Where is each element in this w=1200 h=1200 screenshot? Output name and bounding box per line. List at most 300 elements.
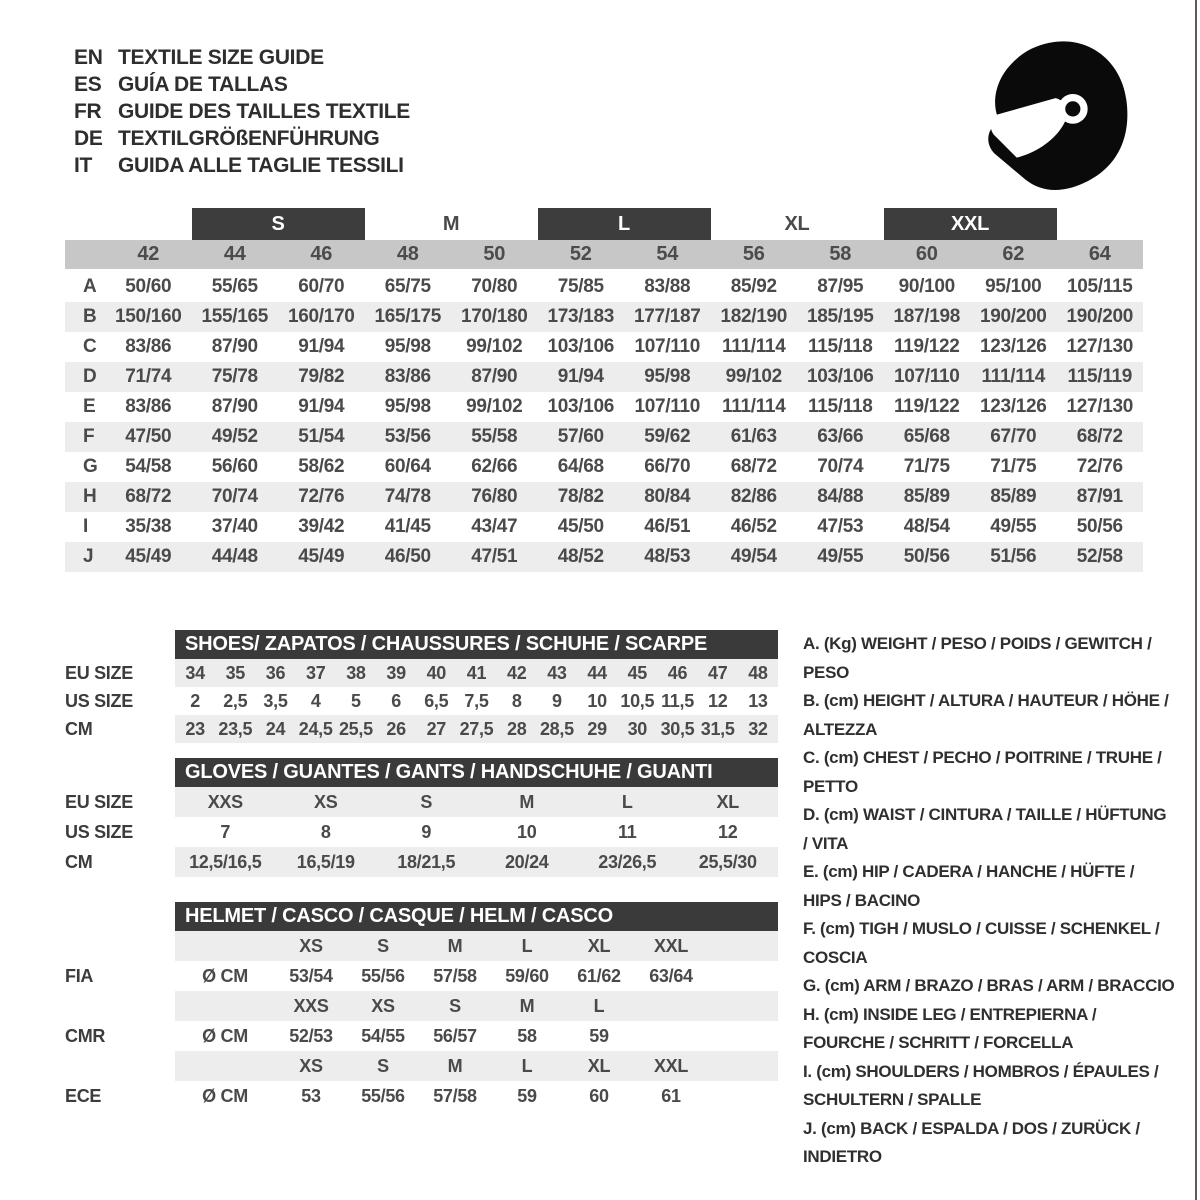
row-letter: A	[83, 276, 97, 297]
cell-value: 48	[748, 662, 768, 683]
helmet-size-label: L	[593, 995, 605, 1016]
size-value: 65/75	[384, 276, 431, 297]
cell-value: 57/58	[433, 965, 477, 986]
cell-value: 4	[310, 690, 321, 711]
size-value: 51/54	[298, 426, 345, 447]
size-value: 49/54	[730, 546, 777, 567]
spacer	[65, 902, 175, 931]
helmet-size-label: XS	[299, 1055, 323, 1076]
size-value: 41/45	[384, 516, 431, 537]
row-letter: H	[83, 486, 97, 507]
numeric-size: 54	[656, 243, 679, 265]
gloves-table-title: GLOVES / GUANTES / GANTS / HANDSCHUHE / GUANTI	[175, 758, 778, 787]
legend-item: A. (Kg) WEIGHT / PESO / POIDS / GEWITCH / PESO	[803, 634, 1152, 682]
row-label: CM	[65, 851, 93, 872]
measurement-rows	[65, 272, 1143, 572]
cell-value: 39	[386, 662, 406, 683]
cell-value: 12	[707, 690, 728, 711]
row-values	[175, 817, 778, 847]
size-group-label: L	[538, 208, 711, 240]
cell-value: 11	[618, 821, 637, 842]
cell-value: 36	[265, 662, 286, 683]
gloves-table	[65, 758, 778, 877]
cell-value: 45	[627, 662, 647, 683]
size-value: 39/42	[298, 516, 345, 537]
helmet-size-label: S	[377, 1055, 389, 1076]
cell-value: 29	[587, 718, 607, 739]
shoes-table-title: SHOES/ ZAPATOS / CHAUSSURES / SCHUHE / SCARPE	[175, 630, 778, 659]
size-value: 49/52	[211, 426, 258, 447]
cell-value: 30	[627, 718, 647, 739]
size-value: 111/114	[722, 336, 786, 357]
size-value: 85/89	[903, 486, 950, 507]
gloves-header-row	[65, 758, 778, 787]
helmet-size-label: XS	[371, 995, 395, 1016]
cell-value: 24,5	[298, 718, 333, 739]
size-value: 68/72	[125, 486, 172, 507]
size-value: 70/80	[471, 276, 518, 297]
size-value: 127/130	[1066, 336, 1134, 357]
size-value: 99/102	[466, 396, 523, 417]
size-value: 182/190	[720, 306, 788, 327]
size-value: 72/76	[1076, 456, 1123, 477]
size-value: 85/92	[730, 276, 777, 297]
size-value: 165/175	[374, 306, 442, 327]
cell-value: 28	[506, 718, 527, 739]
size-value: 61/63	[730, 426, 777, 447]
size-group-label: M	[442, 212, 460, 235]
size-group-label: S	[192, 208, 365, 240]
size-value: 103/106	[806, 366, 874, 387]
size-table-row	[65, 452, 1143, 482]
table-row	[65, 787, 778, 817]
size-table-row	[65, 392, 1143, 422]
size-value: 55/65	[211, 276, 258, 297]
size-value: 185/195	[806, 306, 874, 327]
numeric-size-band	[65, 240, 1143, 269]
size-value: 115/118	[808, 396, 873, 417]
size-value: 48/53	[644, 546, 691, 567]
size-value: 68/72	[730, 456, 777, 477]
cell-value: 8	[511, 690, 522, 711]
legend-item: I. (cm) SHOULDERS / HOMBROS / ÉPAULES / SCHULTERN / SPALLE	[803, 1061, 1159, 1109]
size-value: 56/60	[211, 456, 258, 477]
helmet-size-label: S	[449, 995, 461, 1016]
size-value: 91/94	[298, 336, 345, 357]
row-letter: E	[83, 396, 96, 417]
numeric-size: 56	[742, 243, 765, 265]
legend-item: F. (cm) TIGH / MUSLO / CUISSE / SCHENKEL / COSCIA	[803, 919, 1160, 967]
size-value: 75/78	[211, 366, 258, 387]
numeric-size: 42	[137, 243, 160, 265]
size-value: 75/85	[557, 276, 604, 297]
cell-value: 55/56	[361, 965, 405, 986]
size-table-row	[65, 362, 1143, 392]
cell-value: 54/55	[361, 1025, 405, 1046]
size-value: 72/76	[298, 486, 345, 507]
size-value: 95/100	[985, 276, 1042, 297]
helmet-size-label: XXL	[653, 1055, 689, 1076]
size-value: 49/55	[817, 546, 864, 567]
size-value: 115/118	[808, 336, 873, 357]
cell-value: 37	[305, 662, 326, 683]
cell-value: XL	[716, 791, 739, 812]
legend-item: J. (cm) BACK / ESPALDA / DOS / ZURÜCK / INDIETRO	[803, 1118, 1140, 1166]
standard-label: CMR	[65, 1025, 106, 1046]
helmet-size-label: M	[447, 1055, 463, 1076]
size-value: 190/200	[979, 306, 1047, 327]
unit-label: Ø CM	[202, 1085, 248, 1106]
numeric-size: 64	[1088, 243, 1111, 265]
size-value: 91/94	[557, 366, 604, 387]
size-value: 170/180	[460, 306, 528, 327]
spacer	[65, 630, 175, 659]
cell-value: 9	[552, 690, 562, 711]
helmet-table	[65, 902, 778, 1111]
size-table-row	[65, 512, 1143, 542]
size-value: 80/84	[644, 486, 691, 507]
size-value: 64/68	[557, 456, 604, 477]
size-table-row	[65, 482, 1143, 512]
size-value: 119/122	[893, 336, 960, 357]
size-value: 177/187	[633, 306, 701, 327]
bottom-section	[65, 630, 1200, 1172]
row-letter: C	[83, 336, 97, 357]
shoes-header-row	[65, 630, 778, 659]
racing-helmet-icon	[973, 28, 1138, 203]
size-value: 47/53	[817, 516, 864, 537]
row-values	[175, 847, 778, 877]
helmet-size-label: L	[521, 1055, 533, 1076]
size-value: 87/90	[211, 396, 258, 417]
size-value: 58/62	[298, 456, 345, 477]
size-value: 71/75	[990, 456, 1037, 477]
size-table-row	[65, 272, 1143, 302]
row-label: CM	[65, 718, 93, 739]
cell-value: 46	[667, 662, 688, 683]
size-value: 65/68	[903, 426, 950, 447]
size-value: 115/119	[1067, 366, 1132, 387]
helmet-value-row	[65, 1081, 778, 1111]
helmet-size-label: XL	[587, 1055, 611, 1076]
cell-value: 38	[346, 662, 366, 683]
size-value: 111/114	[722, 396, 786, 417]
size-value: 54/58	[125, 456, 172, 477]
size-value: 59/62	[644, 426, 691, 447]
row-letter: B	[83, 306, 97, 327]
size-value: 111/114	[981, 366, 1045, 387]
size-value: 35/38	[125, 516, 172, 537]
cell-value: 13	[748, 690, 768, 711]
helmet-table-title: HELMET / CASCO / CASQUE / HELM / CASCO	[175, 902, 778, 931]
size-value: 74/78	[384, 486, 431, 507]
cell-value: 28,5	[539, 718, 574, 739]
numeric-size: 50	[483, 243, 506, 265]
cell-value: 12	[718, 821, 738, 842]
size-value: 119/122	[893, 396, 960, 417]
cell-value: 56/57	[433, 1025, 477, 1046]
spacer	[65, 1051, 175, 1081]
cell-value: 3,5	[263, 690, 288, 711]
cell-value: 23,5	[218, 718, 253, 739]
language-title: GUIDA ALLE TAGLIE TESSILI	[118, 154, 404, 177]
size-value: 49/55	[990, 516, 1037, 537]
size-value: 47/51	[471, 546, 518, 567]
cell-value: 55/56	[361, 1085, 405, 1106]
size-value: 50/56	[1076, 516, 1123, 537]
cell-value: 7	[220, 821, 231, 842]
size-value: 91/94	[298, 396, 345, 417]
helmet-size-row	[65, 1051, 778, 1081]
cell-value: 44	[587, 662, 607, 683]
table-row	[65, 847, 778, 877]
helmet-header-row	[65, 902, 778, 931]
size-value: 107/110	[634, 396, 701, 417]
cell-value: 32	[748, 718, 768, 739]
size-value: 63/66	[817, 426, 864, 447]
accessory-tables	[65, 630, 778, 1172]
cell-value: 10,5	[620, 690, 655, 711]
size-value: 45/49	[298, 546, 345, 567]
cell-value: 16,5/19	[296, 851, 355, 872]
cell-value: 58	[517, 1025, 537, 1046]
size-value: 50/56	[903, 546, 950, 567]
size-value: 99/102	[466, 336, 523, 357]
cell-value: 41	[466, 662, 487, 683]
cell-value: 5	[351, 690, 361, 711]
size-value: 95/98	[644, 366, 691, 387]
cell-value: 18/21,5	[397, 851, 456, 872]
cell-value: 24	[265, 718, 286, 739]
helmet-value-row	[65, 1021, 778, 1051]
row-label: EU SIZE	[65, 662, 133, 683]
helmet-size-label: M	[519, 995, 535, 1016]
cell-value: 59	[517, 1085, 537, 1106]
helmet-sizes	[175, 991, 778, 1021]
cell-value: 11,5	[661, 690, 694, 711]
cell-value: 6	[391, 690, 401, 711]
cell-value: 20/24	[504, 851, 549, 872]
cell-value: 30,5	[660, 718, 695, 739]
cell-value: 2	[190, 690, 200, 711]
table-row	[65, 817, 778, 847]
cell-value: 52/53	[289, 1025, 333, 1046]
helmet-size-label: XS	[299, 935, 323, 956]
cell-value: 10	[517, 821, 537, 842]
size-value: 87/95	[817, 276, 864, 297]
size-value: 85/89	[990, 486, 1037, 507]
cell-value: 25,5	[338, 718, 373, 739]
size-value: 150/160	[114, 306, 182, 327]
helmet-sizes	[175, 1051, 778, 1081]
size-value: 99/102	[725, 366, 782, 387]
numeric-size: 48	[396, 243, 419, 265]
helmet-size-label: M	[447, 935, 463, 956]
size-value: 51/56	[990, 546, 1037, 567]
numeric-size: 62	[1002, 243, 1025, 265]
spacer	[65, 931, 175, 961]
size-group-label: XL	[784, 212, 810, 235]
size-value: 87/90	[211, 336, 258, 357]
helmet-sizes	[175, 931, 778, 961]
cell-value: 12,5/16,5	[189, 851, 262, 872]
size-value: 46/52	[730, 516, 777, 537]
language-code: EN	[74, 46, 103, 69]
language-code: FR	[74, 100, 102, 123]
size-group-row	[65, 208, 1143, 240]
size-value: 70/74	[817, 456, 864, 477]
numeric-size: 58	[829, 243, 852, 265]
standard-label: FIA	[65, 965, 94, 986]
size-value: 90/100	[898, 276, 955, 297]
cell-value: L	[621, 791, 633, 812]
size-value: 107/110	[634, 336, 701, 357]
cell-value: 40	[426, 662, 446, 683]
main-size-table	[65, 208, 1143, 572]
size-value: 103/106	[547, 396, 615, 417]
cell-value: 53	[301, 1085, 321, 1106]
numeric-size: 44	[223, 243, 246, 265]
size-value: 60/70	[298, 276, 345, 297]
language-code: DE	[74, 127, 103, 150]
size-value: 103/106	[547, 336, 615, 357]
size-value: 53/56	[384, 426, 431, 447]
row-label: US SIZE	[65, 690, 133, 711]
numeric-size: 46	[310, 243, 333, 265]
helmet-value-row	[65, 961, 778, 991]
size-value: 68/72	[1076, 426, 1123, 447]
size-value: 71/74	[125, 366, 172, 387]
size-value: 83/86	[125, 336, 172, 357]
cell-value: 7,5	[464, 690, 489, 711]
size-table-row	[65, 542, 1143, 572]
cell-value: 59	[589, 1025, 609, 1046]
row-label: EU SIZE	[65, 791, 133, 812]
size-value: 107/110	[893, 366, 960, 387]
legend-item: B. (cm) HEIGHT / ALTURA / HAUTEUR / HÖHE / ALTEZZA	[803, 691, 1169, 739]
shoes-rows	[65, 659, 778, 743]
size-value: 45/50	[557, 516, 604, 537]
language-title: GUÍA DE TALLAS	[118, 73, 288, 96]
size-value: 84/88	[817, 486, 864, 507]
row-letter: I	[83, 516, 88, 537]
language-code: ES	[74, 73, 102, 96]
cell-value: 61	[661, 1085, 681, 1106]
size-value: 52/58	[1076, 546, 1123, 567]
size-table-row	[65, 332, 1143, 362]
size-value: 48/52	[557, 546, 604, 567]
size-value: 57/60	[557, 426, 604, 447]
cell-value: 31,5	[700, 718, 735, 739]
cell-value: 35	[225, 662, 245, 683]
helmet-size-label: S	[377, 935, 389, 956]
legend-item: D. (cm) WAIST / CINTURA / TAILLE / HÜFTUNG / VITA	[803, 805, 1167, 853]
unit-label: Ø CM	[202, 1025, 248, 1046]
size-value: 46/51	[644, 516, 691, 537]
size-value: 50/60	[125, 276, 172, 297]
cell-value: 60	[589, 1085, 609, 1106]
helmet-size-label: XXS	[293, 995, 329, 1016]
size-value: 187/198	[893, 306, 961, 327]
size-value: 45/49	[125, 546, 172, 567]
size-value: 66/70	[644, 456, 691, 477]
cell-value: 26	[386, 718, 406, 739]
cell-value: 10	[587, 690, 607, 711]
size-value: 95/98	[384, 396, 431, 417]
size-value: 43/47	[471, 516, 518, 537]
row-values	[175, 659, 778, 687]
size-value: 60/64	[384, 456, 431, 477]
legend-item: G. (cm) ARM / BRAZO / BRAS / ARM / BRACCIO	[803, 976, 1175, 995]
size-value: 76/80	[471, 486, 518, 507]
cell-value: 2,5	[223, 690, 248, 711]
cell-value: 6,5	[424, 690, 449, 711]
cell-value: 57/58	[433, 1085, 477, 1106]
row-values	[175, 687, 778, 715]
shoes-table	[65, 630, 778, 743]
size-value: 87/90	[471, 366, 518, 387]
language-title: GUIDE DES TAILLES TEXTILE	[118, 100, 410, 123]
size-value: 55/58	[471, 426, 518, 447]
size-value: 48/54	[903, 516, 950, 537]
measurement-legend	[803, 630, 1175, 1172]
language-title: TEXTILE SIZE GUIDE	[118, 46, 324, 69]
row-letter: G	[83, 456, 98, 477]
size-value: 83/86	[384, 366, 431, 387]
size-value: 82/86	[730, 486, 777, 507]
row-letter: D	[83, 366, 97, 387]
cell-value: 25,5/30	[698, 851, 757, 872]
cell-value: 61/62	[577, 965, 621, 986]
helmet-size-label: L	[521, 935, 533, 956]
table-row	[65, 659, 778, 687]
legend-item: H. (cm) INSIDE LEG / ENTREPIERNA / FOURCHE / SCHRITT / FORCELLA	[803, 1004, 1097, 1052]
legend-item: C. (cm) CHEST / PECHO / POITRINE / TRUHE / PETTO	[803, 748, 1162, 796]
spacer	[65, 991, 175, 1021]
unit-label: Ø CM	[202, 965, 248, 986]
size-value: 190/200	[1066, 306, 1134, 327]
cell-value: 27	[426, 718, 446, 739]
table-row	[65, 687, 778, 715]
table-row	[65, 715, 778, 743]
standard-label: ECE	[65, 1085, 102, 1106]
row-letter: F	[83, 426, 95, 447]
helmet-values	[175, 1081, 778, 1111]
header	[0, 0, 1200, 208]
size-value: 83/88	[644, 276, 691, 297]
helmet-size-row	[65, 991, 778, 1021]
helmet-size-row	[65, 931, 778, 961]
cell-value: 53/54	[289, 965, 333, 986]
cell-value: 43	[547, 662, 567, 683]
size-value: 173/183	[547, 306, 615, 327]
cell-value: 34	[185, 662, 205, 683]
cell-value: 23/26,5	[598, 851, 657, 872]
size-table-row	[65, 422, 1143, 452]
helmet-size-label: XL	[587, 935, 611, 956]
size-value: 123/126	[979, 396, 1047, 417]
size-value: 46/50	[384, 546, 431, 567]
language-code: IT	[74, 154, 93, 177]
cell-value: 23	[185, 718, 205, 739]
row-letter: J	[83, 546, 94, 567]
size-value: 160/170	[287, 306, 355, 327]
cell-value: 9	[421, 821, 432, 842]
size-value: 71/75	[903, 456, 950, 477]
size-value: 67/70	[990, 426, 1037, 447]
size-value: 105/115	[1066, 276, 1133, 297]
size-value: 47/50	[125, 426, 172, 447]
